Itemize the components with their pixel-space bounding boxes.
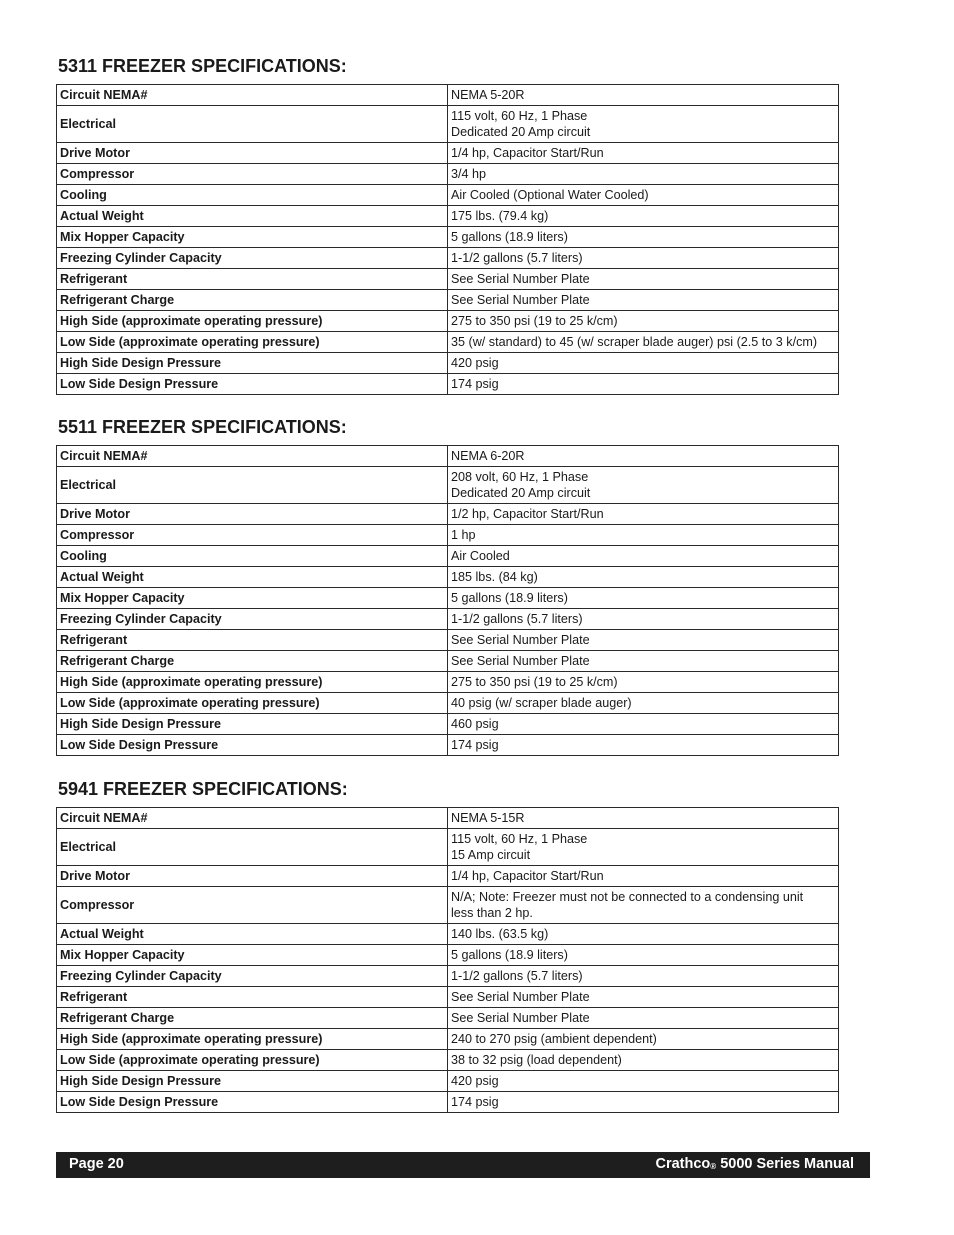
spec-value-text: 5 gallons (18.9 liters) <box>451 591 568 605</box>
spec-label: Circuit NEMA# <box>57 446 448 467</box>
table-row <box>57 106 839 143</box>
spec-value-text: 3/4 hp <box>451 167 487 181</box>
table-row <box>57 1050 839 1071</box>
spec-value-text: See Serial Number Plate <box>451 1011 590 1025</box>
spec-label: Mix Hopper Capacity <box>57 227 448 248</box>
spec-label: Low Side (approximate operating pressure) <box>57 332 448 353</box>
spec-value <box>448 353 839 374</box>
table-row <box>57 945 839 966</box>
spec-label: High Side (approximate operating pressure) <box>57 672 448 693</box>
spec-value <box>448 829 839 866</box>
spec-label: Electrical <box>57 106 448 143</box>
spec-value-text: 1 hp <box>451 528 476 542</box>
spec-value-text: 40 psig (w/ scraper blade auger) <box>451 696 632 710</box>
spec-label: Compressor <box>57 887 448 924</box>
spec-value <box>448 546 839 567</box>
spec-value <box>448 693 839 714</box>
spec-table <box>56 807 839 1113</box>
spec-value-text: See Serial Number Plate <box>451 990 590 1004</box>
brand-name: Crathco <box>655 1156 711 1172</box>
spec-value <box>448 651 839 672</box>
spec-value-text: 1-1/2 gallons (5.7 liters) <box>451 969 583 983</box>
table-row <box>57 353 839 374</box>
table-row <box>57 735 839 756</box>
table-row <box>57 374 839 395</box>
table-row <box>57 446 839 467</box>
spec-value <box>448 609 839 630</box>
spec-section-5311 <box>56 55 839 395</box>
table-row <box>57 714 839 735</box>
spec-value-text: Air Cooled (Optional Water Cooled) <box>451 188 649 202</box>
spec-label: Low Side (approximate operating pressure) <box>57 693 448 714</box>
spec-value-text: 275 to 350 psi (19 to 25 k/cm) <box>451 675 618 689</box>
spec-label: Low Side Design Pressure <box>57 374 448 395</box>
spec-value <box>448 143 839 164</box>
spec-value <box>448 85 839 106</box>
section-title: 5311 FREEZER SPECIFICATIONS: <box>58 56 347 76</box>
spec-label: Compressor <box>57 164 448 185</box>
spec-value <box>448 714 839 735</box>
spec-value-text: 208 volt, 60 Hz, 1 Phase Dedicated 20 Amp circuit <box>451 470 591 500</box>
spec-label: High Side Design Pressure <box>57 714 448 735</box>
spec-label: High Side Design Pressure <box>57 353 448 374</box>
table-row <box>57 1071 839 1092</box>
spec-label: Refrigerant Charge <box>57 1008 448 1029</box>
spec-value-text: 174 psig <box>451 1095 499 1109</box>
spec-value-text: 174 psig <box>451 738 499 752</box>
spec-value <box>448 525 839 546</box>
spec-value-text: 1/2 hp, Capacitor Start/Run <box>451 507 604 521</box>
spec-label: Freezing Cylinder Capacity <box>57 966 448 987</box>
spec-value-text: 1/4 hp, Capacitor Start/Run <box>451 869 604 883</box>
spec-value <box>448 630 839 651</box>
spec-value <box>448 945 839 966</box>
table-row <box>57 609 839 630</box>
spec-value-text: See Serial Number Plate <box>451 293 590 307</box>
spec-label: Low Side Design Pressure <box>57 735 448 756</box>
spec-value-text: N/A; Note: Freezer must not be connected to a condensing unit less than 2 hp. <box>451 890 804 920</box>
spec-value <box>448 1029 839 1050</box>
spec-value <box>448 1071 839 1092</box>
section-title: 5511 FREEZER SPECIFICATIONS: <box>58 417 347 437</box>
spec-value-text: 1/4 hp, Capacitor Start/Run <box>451 146 604 160</box>
spec-label: Refrigerant <box>57 269 448 290</box>
table-row <box>57 290 839 311</box>
spec-value-text: 174 psig <box>451 377 499 391</box>
table-row <box>57 866 839 887</box>
spec-value-text: See Serial Number Plate <box>451 633 590 647</box>
spec-value <box>448 269 839 290</box>
table-row <box>57 504 839 525</box>
spec-value-text: 5 gallons (18.9 liters) <box>451 948 568 962</box>
spec-value-text: 275 to 350 psi (19 to 25 k/cm) <box>451 314 618 328</box>
spec-table <box>56 445 839 756</box>
spec-value-text: 115 volt, 60 Hz, 1 Phase Dedicated 20 Amp circuit <box>451 109 591 139</box>
spec-value-text: 185 lbs. (84 kg) <box>451 570 538 584</box>
spec-value-text: 175 lbs. (79.4 kg) <box>451 209 549 223</box>
page-footer <box>56 1152 870 1178</box>
spec-label: Drive Motor <box>57 866 448 887</box>
spec-value <box>448 567 839 588</box>
spec-value <box>448 1008 839 1029</box>
spec-value-text: 35 (w/ standard) to 45 (w/ scraper blade auger) psi (2.5 to 3 k/cm) <box>451 335 818 349</box>
spec-value <box>448 866 839 887</box>
spec-value <box>448 311 839 332</box>
spec-label: Electrical <box>57 467 448 504</box>
spec-value-text: NEMA 6-20R <box>451 449 525 463</box>
spec-value <box>448 672 839 693</box>
spec-value-text: 115 volt, 60 Hz, 1 Phase 15 Amp circuit <box>451 832 588 862</box>
spec-value <box>448 106 839 143</box>
spec-value <box>448 290 839 311</box>
table-row <box>57 185 839 206</box>
spec-label: High Side (approximate operating pressure) <box>57 311 448 332</box>
spec-label: Refrigerant Charge <box>57 651 448 672</box>
spec-label: Circuit NEMA# <box>57 85 448 106</box>
table-row <box>57 332 839 353</box>
table-row <box>57 269 839 290</box>
spec-value-text: 38 to 32 psig (load dependent) <box>451 1053 622 1067</box>
spec-value <box>448 924 839 945</box>
spec-value <box>448 164 839 185</box>
table-row <box>57 630 839 651</box>
spec-value-text: 140 lbs. (63.5 kg) <box>451 927 549 941</box>
table-row <box>57 651 839 672</box>
spec-label: Refrigerant <box>57 987 448 1008</box>
table-row <box>57 693 839 714</box>
table-row <box>57 1029 839 1050</box>
spec-label: High Side (approximate operating pressure) <box>57 1029 448 1050</box>
spec-value <box>448 887 839 924</box>
page-number: Page 20 <box>69 1156 124 1172</box>
spec-label: Low Side (approximate operating pressure) <box>57 1050 448 1071</box>
spec-label: Refrigerant Charge <box>57 290 448 311</box>
spec-value <box>448 966 839 987</box>
spec-value-text: 240 to 270 psig (ambient dependent) <box>451 1032 657 1046</box>
table-row <box>57 206 839 227</box>
spec-value-text: 1-1/2 gallons (5.7 liters) <box>451 612 583 626</box>
spec-value-text: 5 gallons (18.9 liters) <box>451 230 568 244</box>
spec-value <box>448 206 839 227</box>
spec-table <box>56 84 839 395</box>
spec-value <box>448 227 839 248</box>
spec-section-5511 <box>56 416 839 756</box>
section-title: 5941 FREEZER SPECIFICATIONS: <box>58 779 348 799</box>
manual-name: 5000 Series Manual <box>716 1156 854 1172</box>
table-row <box>57 887 839 924</box>
spec-value-text: See Serial Number Plate <box>451 272 590 286</box>
spec-value <box>448 467 839 504</box>
registered-mark: ® <box>710 1162 717 1171</box>
spec-label: High Side Design Pressure <box>57 1071 448 1092</box>
table-row <box>57 829 839 866</box>
spec-label: Mix Hopper Capacity <box>57 588 448 609</box>
spec-value <box>448 446 839 467</box>
spec-label: Cooling <box>57 185 448 206</box>
spec-value <box>448 185 839 206</box>
table-row <box>57 567 839 588</box>
table-row <box>57 987 839 1008</box>
table-row <box>57 546 839 567</box>
spec-value-text: 420 psig <box>451 356 499 370</box>
table-row <box>57 1008 839 1029</box>
spec-value <box>448 1050 839 1071</box>
table-row <box>57 311 839 332</box>
table-row <box>57 248 839 269</box>
spec-value <box>448 504 839 525</box>
table-row <box>57 525 839 546</box>
spec-label: Drive Motor <box>57 504 448 525</box>
spec-value <box>448 248 839 269</box>
table-row <box>57 1092 839 1113</box>
table-row <box>57 143 839 164</box>
spec-value <box>448 374 839 395</box>
table-row <box>57 85 839 106</box>
spec-label: Freezing Cylinder Capacity <box>57 248 448 269</box>
table-row <box>57 966 839 987</box>
spec-label: Circuit NEMA# <box>57 808 448 829</box>
spec-value-text: See Serial Number Plate <box>451 654 590 668</box>
table-row <box>57 164 839 185</box>
spec-section-5941 <box>56 778 839 1113</box>
manual-title <box>655 1156 854 1172</box>
spec-label: Electrical <box>57 829 448 866</box>
spec-value <box>448 588 839 609</box>
spec-label: Cooling <box>57 546 448 567</box>
spec-label: Actual Weight <box>57 567 448 588</box>
spec-value <box>448 735 839 756</box>
spec-label: Actual Weight <box>57 206 448 227</box>
table-row <box>57 467 839 504</box>
spec-value-text: 420 psig <box>451 1074 499 1088</box>
spec-label: Freezing Cylinder Capacity <box>57 609 448 630</box>
table-row <box>57 672 839 693</box>
spec-value-text: NEMA 5-15R <box>451 811 525 825</box>
spec-label: Compressor <box>57 525 448 546</box>
table-row <box>57 924 839 945</box>
spec-value <box>448 987 839 1008</box>
spec-label: Actual Weight <box>57 924 448 945</box>
table-row <box>57 588 839 609</box>
spec-value <box>448 808 839 829</box>
spec-label: Drive Motor <box>57 143 448 164</box>
table-row <box>57 227 839 248</box>
spec-value <box>448 332 839 353</box>
table-row <box>57 808 839 829</box>
spec-label: Low Side Design Pressure <box>57 1092 448 1113</box>
spec-value <box>448 1092 839 1113</box>
spec-value-text: Air Cooled <box>451 549 510 563</box>
spec-label: Refrigerant <box>57 630 448 651</box>
spec-value-text: 460 psig <box>451 717 499 731</box>
spec-value-text: NEMA 5-20R <box>451 88 525 102</box>
spec-label: Mix Hopper Capacity <box>57 945 448 966</box>
spec-value-text: 1-1/2 gallons (5.7 liters) <box>451 251 583 265</box>
